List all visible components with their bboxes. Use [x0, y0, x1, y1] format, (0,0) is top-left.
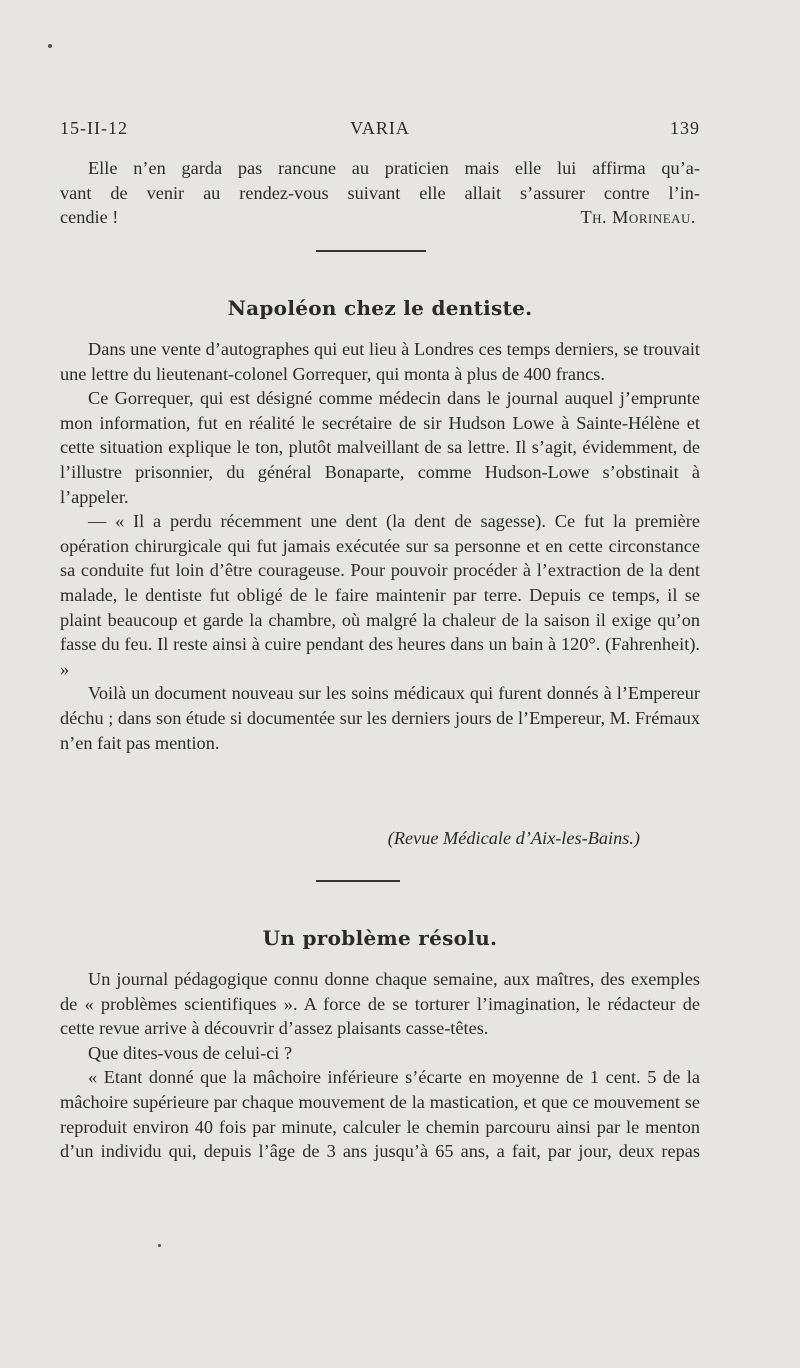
- article-1-signature: Th. Morineau.: [580, 207, 696, 228]
- article-3-paragraph: Un journal pédagogique connu donne chaque semaine, aux maîtres, des exemples de « problèmes scientifiques ». A force de se torturer l’imagination, le rédacteur de cette revue arrive à découvrir d’assez plaisants casse-têtes.: [60, 969, 700, 1039]
- article-2-source: (Revue Médicale d’Aix-les-Bains.): [387, 828, 640, 848]
- paper-speck: [48, 44, 52, 48]
- article-2-paragraph: Dans une vente d’autographes qui eut lieu à Londres ces temps derniers, se trouvait une lettre du lieutenant-colonel Gorrequer, qui monta à plus de 400 francs.: [60, 339, 700, 384]
- article-1-line-1: Elle n’en garda pas rancune au praticien mais elle lui affirma qu’a-: [88, 158, 700, 178]
- article-1-line-2: vant de venir au rendez-vous suivant elle allait s’assurer contre l’in-: [60, 182, 700, 203]
- article-3-paragraph: « Etant donné que la mâchoire inférieure s’écarte en moyenne de 1 cent. 5 de la mâchoire supérieure par chaque mouvement de la mastication, et que ce mouvement se reproduit environ 40 fois par minute, calculer le chemin parcouru ainsi par le menton d’un individu qui, depuis l’âge de 3 ans jusqu’à 65 ans, a fait, par jour, deux repas: [60, 1067, 700, 1162]
- running-header: [60, 118, 700, 146]
- article-3-body: [60, 967, 700, 1164]
- article-2-paragraph: — « Il a perdu récemment une dent (la dent de sagesse). Ce fut la première opération chirurgicale qui fut jamais exécutée sur sa personne et en cette circonstance sa conduite fut loin d’être courageuse. Pour pouvoir procéder à l’extraction de la dent malade, le dentiste fut obligé de le faire maintenir par terre. Depuis ce temps, il se plaint beaucoup et garde la chambre, où malgré la chaleur de la saison il exige qu’on fasse du feu. Il reste ainsi à cuire pendant des heures dans un bain à 120°. (Fahrenheit). »: [60, 511, 700, 679]
- article-2-paragraph: Voilà un document nouveau sur les soins médicaux qui furent donnés à l’Empereur déchu ; dans son étude si documentée sur les derniers jours de l’Empereur, M. Frémaux n’en fait pas mention.: [60, 683, 700, 753]
- header-section: VARIA: [350, 118, 410, 138]
- page-number: 139: [670, 118, 700, 138]
- article-3-paragraph: Que dites-vous de celui-ci ?: [88, 1042, 293, 1063]
- section-divider-1: [316, 250, 426, 252]
- section-divider-2: [316, 880, 400, 882]
- paper-speck: [158, 1244, 161, 1247]
- article-2-paragraph: Ce Gorrequer, qui est désigné comme médecin dans le journal auquel j’emprunte mon information, fut en réalité le secrétaire de sir Hudson Lowe à Sainte-Hélène et cette situation explique le ton, plutôt malveillant de sa lettre. Il s’agit, évidemment, de l’illustre prisonnier, du général Bonaparte, comme Hudson-Lowe s’obstinait à l’appeler.: [60, 388, 700, 507]
- header-date: 15-II-12: [60, 118, 128, 138]
- article-1-end: [60, 156, 700, 230]
- article-1-line-3: cendie !: [60, 207, 119, 228]
- article-3-title: Un problème résolu.: [262, 926, 498, 950]
- article-2-body: [60, 337, 700, 755]
- article-2-title: Napoléon chez le dentiste.: [227, 296, 533, 320]
- article-1-last-line: [60, 205, 700, 230]
